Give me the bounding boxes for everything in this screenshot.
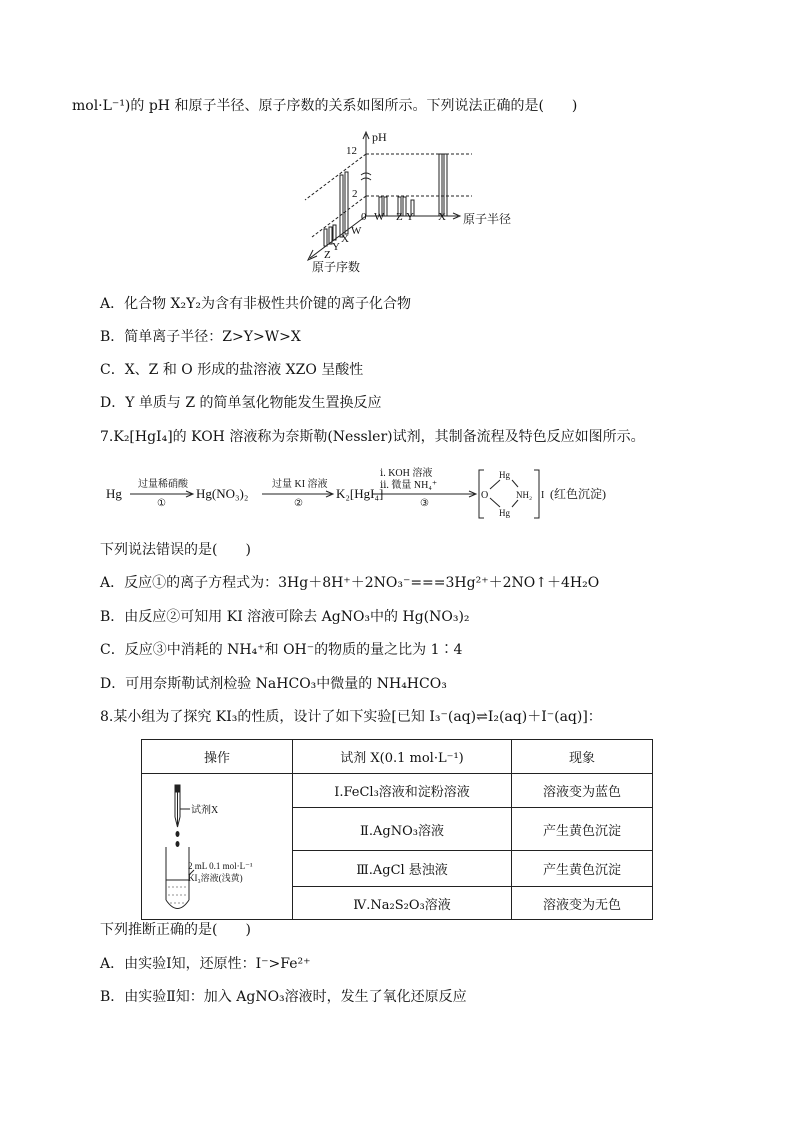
test-tube-diagram [142, 775, 290, 919]
z-letter: W [351, 225, 362, 237]
row-4-reagent: Ⅳ.Na₂S₂O₃溶液 [293, 887, 512, 920]
flow-step3-number: ③ [420, 498, 429, 509]
question-8-stem: 8.某小组为了探究 KI₃的性质，设计了如下实验[已知 I₃⁻(aq)⇌I₂(aq)＋I⁻(aq)]： [100, 709, 602, 725]
question-6-stem: mol·L⁻¹)的 pH 和原子半径、原子序数的关系如图所示。下列说法正确的是( ) [72, 98, 578, 114]
flow-step1-number: ① [157, 498, 166, 509]
flow-step1-reagent: 过量稀硝酸 [138, 479, 188, 490]
flow-step2-number: ② [294, 498, 303, 509]
q7-option-a: A．反应①的离子方程式为：3Hg＋8H⁺＋2NO₃⁻===3Hg²⁺＋2NO↑＋4H₂O [100, 575, 600, 591]
question-7-stem: 7.K₂[HgI₄]的 KOH 溶液称为奈斯勒(Nessler)试剂，其制备流程及特色反应如图所示。 [100, 429, 645, 445]
flow-step3-reagent-2: ⅱ. 微量 NH₄⁺ [380, 480, 438, 491]
table-header-operation: 操作 [142, 740, 293, 774]
x-letter: Y [406, 211, 414, 223]
row-2-reagent: Ⅱ.AgNO₃溶液 [293, 808, 512, 851]
operation-diagram-cell [142, 774, 293, 920]
z-letter: Y [332, 241, 340, 253]
flow-hg-nitrate: Hg(NO₃)₂ [196, 486, 249, 501]
row-1-phenomenon: 溶液变为蓝色 [512, 774, 653, 808]
ph-axis-label: pH [372, 130, 387, 144]
table-row [142, 774, 653, 808]
q6-option-a: A．化合物 X₂Y₂为含有非极性共价键的离子化合物 [100, 296, 411, 312]
product-note: (红色沉淀) [550, 487, 606, 501]
q7-option-b: B．由反应②可知用 KI 溶液可除去 AgNO₃中的 Hg(NO₃)₂ [100, 609, 470, 625]
q8-option-a: A．由实验Ⅰ知，还原性：I⁻>Fe²⁺ [100, 956, 311, 972]
row-2-phenomenon: 产生黄色沉淀 [512, 808, 653, 851]
flow-k2hgi4: K₂[HgI₄] [336, 486, 384, 501]
flow-step3-reagent-1: ⅰ. KOH 溶液 [380, 468, 433, 479]
q7-question: 下列说法错误的是( ) [100, 542, 251, 558]
row-1-reagent: Ⅰ.FeCl₃溶液和淀粉溶液 [293, 774, 512, 808]
z-letter: X [341, 233, 349, 245]
flow-step2-reagent: 过量 KI 溶液 [272, 479, 328, 490]
z-axis-label: 原子序数 [312, 260, 361, 274]
x-letter: X [438, 211, 446, 223]
experiment-table [141, 739, 653, 920]
product-o: O [481, 490, 489, 501]
q6-option-d: D．Y 单质与 Z 的简单氢化物能发生置换反应 [100, 395, 382, 411]
q7-option-d: D．可用奈斯勒试剂检验 NaHCO₃中微量的 NH₄HCO₃ [100, 676, 447, 692]
product-iodide: I [541, 490, 545, 501]
product-hg-top: Hg [499, 470, 510, 480]
tube-label-1: 2 mL 0.1 mol·L⁻¹ [188, 860, 253, 871]
row-3-phenomenon: 产生黄色沉淀 [512, 851, 653, 887]
q8-option-b: B．由实验Ⅱ知：加入 AgNO₃溶液时，发生了氧化还原反应 [100, 989, 467, 1005]
q7-option-c: C．反应③中消耗的 NH₄⁺和 OH⁻的物质的量之比为 1∶4 [100, 642, 463, 658]
reagent-x-label: 试剂X [191, 804, 219, 816]
row-4-phenomenon: 溶液变为无色 [512, 887, 653, 920]
product-nh2: NH₂ [516, 490, 533, 500]
table-header-phenomenon: 现象 [512, 740, 653, 774]
q6-option-c: C．X、Z 和 O 形成的盐溶液 XZO 呈酸性 [100, 362, 364, 378]
q6-option-b: B．简单离子半径：Z>Y>W>X [100, 329, 301, 345]
tube-label-2: KI₃溶液(浅黄) [188, 872, 243, 883]
tick-2: 2 [352, 188, 358, 200]
q8-question: 下列推断正确的是( ) [100, 922, 251, 938]
origin-label: 0 [361, 211, 367, 223]
flow-hg: Hg [106, 486, 122, 501]
tick-12: 12 [346, 145, 357, 157]
product-hg-bottom: Hg [499, 508, 510, 518]
table-header-reagent: 试剂 X(0.1 mol·L⁻¹) [293, 740, 512, 774]
x-letter: Z [396, 211, 403, 223]
x-axis-label: 原子半径 [463, 212, 512, 226]
z-letter: Z [324, 249, 331, 261]
x-letter: W [374, 211, 385, 223]
row-3-reagent: Ⅲ.AgCl 悬浊液 [293, 851, 512, 887]
